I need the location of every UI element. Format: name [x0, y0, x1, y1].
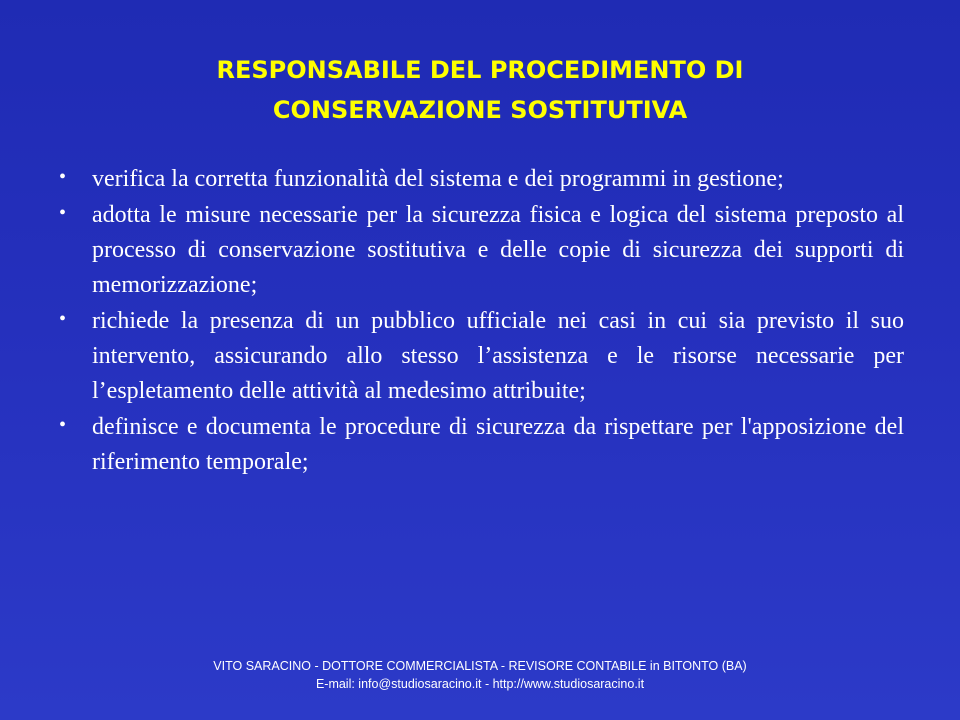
- bullet-item-2: [56, 198, 904, 303]
- bullet-text-3: richiede la presenza di un pubblico ufficiale nei casi in cui sia previsto il suo intervento, assicurando allo stesso l’assistenza e le risorse necessarie per l’espletamento delle attività al medesimo attribuite;: [92, 308, 904, 404]
- bullet-text-1: verifica la corretta funzionalità del sistema e dei programmi in gestione;: [92, 166, 784, 192]
- bullet-dot-icon: •: [59, 414, 67, 436]
- bullet-item-1: [56, 162, 904, 197]
- footer-contact-line: E-mail: info@studiosaracino.it - http://www.studiosaracino.it: [315, 677, 645, 691]
- bullet-dot-icon: •: [59, 202, 67, 224]
- bullet-dot-icon: •: [59, 166, 67, 188]
- slide-footer: [0, 657, 960, 693]
- slide-title-line-1: RESPONSABILE DEL PROCEDIMENTO DI: [216, 56, 744, 84]
- bullet-item-4: [56, 410, 904, 480]
- bullet-text-4: definisce e documenta le procedure di sicurezza da rispettare per l'apposizione del riferimento temporale;: [92, 414, 904, 475]
- footer-author-line: VITO SARACINO - DOTTORE COMMERCIALISTA - REVISORE CONTABILE in BITONTO (BA): [213, 659, 747, 673]
- bullet-text-2: adotta le misure necessarie per la sicurezza fisica e logica del sistema preposto al processo di conservazione sostitutiva e delle copie di sicurezza dei supporti di memorizzazione;: [92, 202, 904, 298]
- slide-title: [100, 50, 860, 130]
- bullet-list: [56, 162, 904, 481]
- slide-title-line-2: CONSERVAZIONE SOSTITUTIVA: [272, 96, 688, 124]
- bullet-dot-icon: •: [59, 308, 67, 330]
- bullet-item-3: [56, 304, 904, 409]
